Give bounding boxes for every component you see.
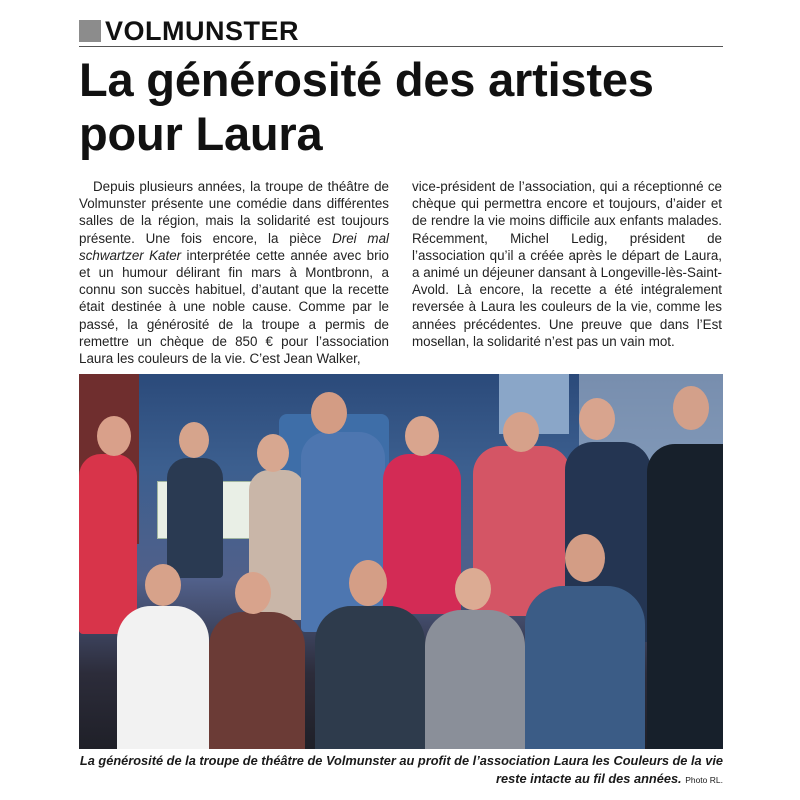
person-head-shape xyxy=(455,568,491,610)
photo-credit: Photo RL. xyxy=(685,775,723,785)
photo-caption-text: La générosité de la troupe de théâtre de Volmunster au profit de l’association Laura les Couleurs de la vie reste intacte au fil des années. xyxy=(79,753,723,786)
body-left-part-1: Depuis plusieurs années, la troupe de théâtre de Volmunster présente une comédie dans différentes salles de la région, mais la solidarité est toujours présente. Une fois encore, la pièce xyxy=(79,179,389,246)
group-photo xyxy=(79,374,723,749)
person-shape xyxy=(117,606,209,749)
person-head-shape xyxy=(145,564,181,606)
person-shape xyxy=(79,454,137,634)
article-body-left xyxy=(79,178,389,367)
rubric-square-icon xyxy=(79,20,101,42)
section-rubric xyxy=(79,16,723,47)
person-head-shape xyxy=(565,534,605,582)
person-head-shape xyxy=(579,398,615,440)
person-head-shape xyxy=(673,386,709,430)
person-head-shape xyxy=(405,416,439,456)
person-shape xyxy=(209,612,305,749)
photo-caption xyxy=(79,752,723,789)
person-shape xyxy=(383,454,461,614)
person-shape xyxy=(315,606,425,749)
person-head-shape xyxy=(311,392,347,434)
person-shape xyxy=(167,458,223,578)
article-body-right: vice-président de l’association, qui a réceptionné ce chèque qui permettra encore et toujours, d’aider et de rendre la vie moins difficile aux enfants malades. Récemment, Michel Ledig, président de l’association qu’il a créée après le départ de Laura, a animé un déjeuner dansant à Longeville-lès-Saint-Avold. Là encore, la recette a été intégralement reversée à Laura les couleurs de la vie, comme les années précédentes. Une preuve que dans l’Est mosellan, la solidarité n’est pas un vain mot. xyxy=(412,179,722,349)
person-head-shape xyxy=(349,560,387,606)
person-head-shape xyxy=(179,422,209,458)
body-left-part-2: interprétée cette année avec brio et un humour délirant fin mars à Montbronn, a connu son succès habituel, d’autant que la recette était destinée à une noble cause. Comme par le passé, la générosité de la troupe a permis de remettre un chèque de 850 € pour l’association Laura les couleurs de la vie. C’est Jean Walker, xyxy=(79,247,389,367)
person-shape xyxy=(525,586,645,749)
person-shape xyxy=(425,610,525,749)
article-headline: La générosité des artistes pour Laura xyxy=(79,53,654,160)
person-head-shape xyxy=(97,416,131,456)
section-label: VOLMUNSTER xyxy=(105,16,299,46)
person-head-shape xyxy=(503,412,539,452)
person-head-shape xyxy=(257,434,289,472)
play-title: Drei mal schwartzer Kater xyxy=(79,230,389,263)
person-shape xyxy=(647,444,723,749)
person-head-shape xyxy=(235,572,271,614)
